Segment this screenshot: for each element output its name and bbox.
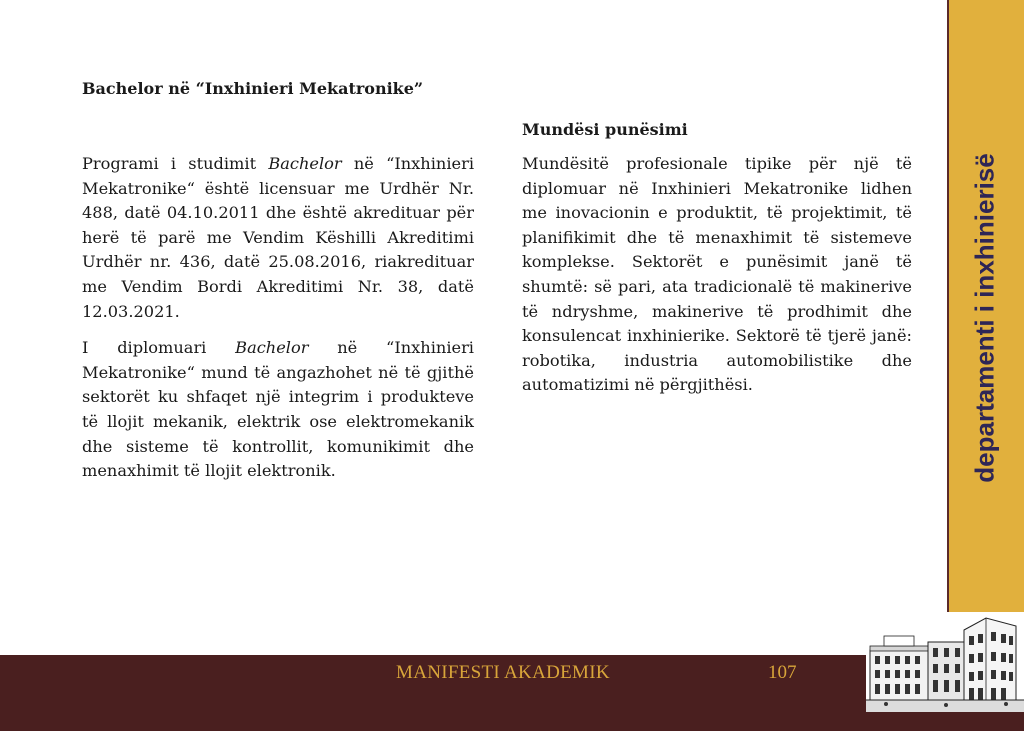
- right-column: [522, 152, 912, 410]
- program-heading: Bachelor në “Inxhinieri Mekatronike”: [82, 79, 424, 98]
- left-column: [82, 152, 474, 496]
- para2-italic: Bachelor: [235, 338, 309, 358]
- para1-text-end: në “Inxhinieri Mekatronike“ është licensuar me Urdhër Nr. 488, datë 04.10.2011 dhe është akredituar për herë të parë me Vendim Këshilli Akreditimi Urdhër nr. 436, datë 25.08.2016, riakredituar me Vendim Bordi Akreditimi Nr. 38, datë 12.03.2021.: [82, 154, 474, 321]
- paragraph-accreditation: [82, 152, 474, 324]
- department-title: departamenti i inxhinierisë: [969, 153, 1000, 483]
- page-number: 107: [768, 662, 797, 683]
- paragraph-employment: Mundësitë profesionale tipike për një të diplomuar në Inxhinieri Mekatronike lidhen me inovacionin e produktit, të projektimit, të planifikimit dhe të menaxhimit të sistemeve komplekse. Sektorët e punësimit janë të shumtë: së pari, ata tradicionalë të makinerive të ndryshme, makinerive të prodhimit dhe konsulencat inxhinierike. Sektorë të tjerë janë: robotika, industria automobilistike dhe automatizimi në përgjithësi.: [522, 154, 912, 395]
- university-building-illustration: [866, 612, 1024, 712]
- para1-text-start: Programi i studimit: [82, 154, 269, 173]
- footer-title: MANIFESTI AKADEMIK: [396, 662, 610, 683]
- employment-heading: Mundësi punësimi: [522, 120, 688, 139]
- para1-italic: Bachelor: [268, 154, 342, 173]
- para2-text-end: në “Inxhinieri Mekatronike“ mund të angazhohet në të gjithë sektorët ku shfaqet një integrim i produkteve të llojit mekanik, elektrik ose elektromekanik dhe sisteme të kontrollit, komunikimit dhe menaxhimit të llojit elektronik.: [82, 338, 474, 481]
- paragraph-graduate: [82, 336, 474, 484]
- para2-text-start: I diplomuari: [82, 338, 236, 358]
